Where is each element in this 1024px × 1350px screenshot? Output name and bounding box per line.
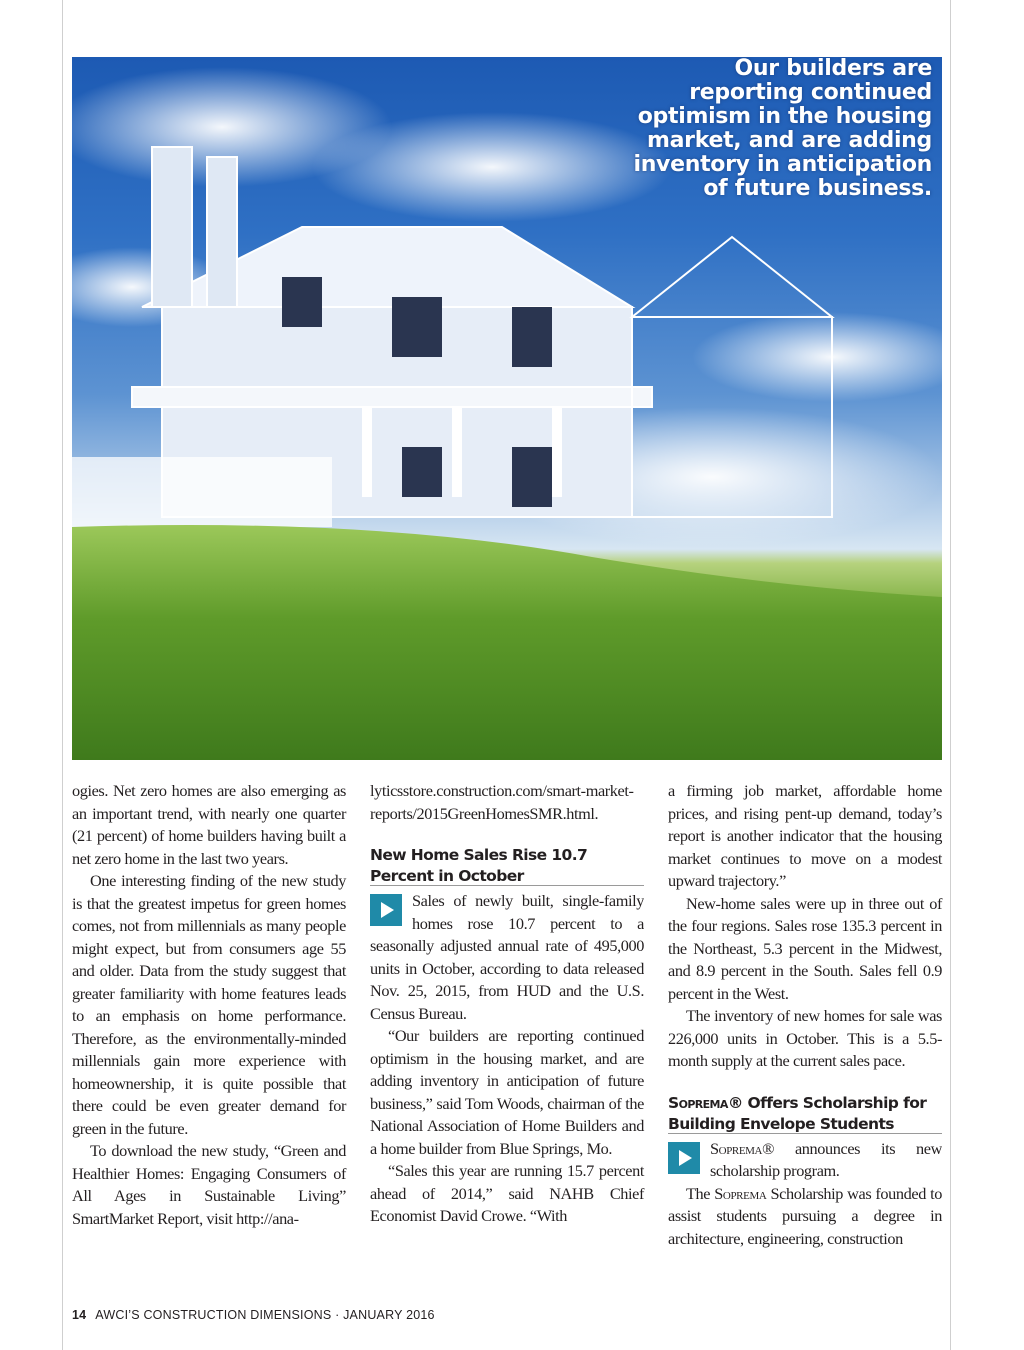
page-number: 14 — [72, 1308, 87, 1322]
text-column-2 — [370, 780, 644, 1228]
paragraph-text: announces its new scholarship program. — [710, 1138, 942, 1180]
lawn — [72, 525, 942, 760]
play-arrow-icon — [668, 1142, 700, 1174]
cloud — [312, 112, 672, 222]
paragraph: lyticsstore.construction.com/smart-market-reports/2015GreenHomesSMR.html. — [370, 781, 634, 823]
paragraph — [668, 1138, 942, 1183]
paragraph: a firming job market, affordable home prices, and rising pent-up demand, today’s report is another indicator that the housing market continues to move on a modest upward trajectory.” — [668, 781, 942, 890]
section-lead — [668, 1138, 942, 1183]
section-heading-new-home-sales: New Home Sales Rise 10.7 Percent in October — [370, 846, 588, 885]
text-column-1 — [72, 780, 346, 1230]
brand-name: Soprema — [714, 1183, 767, 1203]
heading-text: Offers Scholarship for Building Envelope Students — [668, 1093, 927, 1133]
paragraph: The inventory of new homes for sale was 226,000 units in October. This is a 5.5-month supply at the current sales pace. — [668, 1006, 942, 1070]
paragraph: One interesting finding of the new study is that the greatest impetus for green homes comes, not from millennials as many people might expect, but from consumers age 55 and older. Data from the study suggest that greater familiarity with home features leads to an emphasis on home performance. Therefore, as the environmentally-minded millennials gain more experience with homeownership, it is quite possible that there could be even greater demand for green in the future. — [72, 871, 346, 1138]
paragraph: To download the new study, “Green and Healthier Homes: Engaging Consumers of All Ages in Sustainable Living” SmartMarket Report, visit http://ana- — [72, 1141, 346, 1228]
play-arrow-icon — [370, 894, 402, 926]
page-margin-rule-right — [950, 0, 951, 1350]
pull-quote: Our builders are reporting continued optimism in the housing market, and are adding inventory in anticipation of future business. — [633, 57, 932, 201]
paragraph-text: The — [686, 1183, 715, 1203]
paragraph: ogies. Net zero homes are also emerging as an important trend, with nearly one quarter (21 percent) of home builders having built a net zero home in the last two years. — [72, 781, 346, 868]
paragraph — [668, 1183, 942, 1251]
section-lead — [370, 890, 644, 1025]
text-column-3 — [668, 780, 942, 1250]
hero-photo-house — [72, 57, 942, 760]
cloud — [692, 312, 942, 402]
paragraph: New-home sales were up in three out of the four regions. Sales rose 135.3 percent in the Northeast, 5.3 percent in the Midwest, and 8.9 percent in the South. Sales fell 0.9 percent in the West. — [668, 893, 942, 1003]
paragraph: “Sales this year are running 15.7 percent ahead of 2014,” said NAHB Chief Economist David Crowe. “With — [370, 1161, 644, 1225]
publication-line: AWCI’S CONSTRUCTION DIMENSIONS · JANUARY 2016 — [95, 1308, 435, 1322]
paragraph: “Our builders are reporting continued optimism in the housing market, and are adding inventory in anticipation of future business,” said Tom Woods, chairman of the National Association of Home Builders and a home builder from Blue Springs, Mo. — [370, 1026, 644, 1158]
paragraph-text: Scholarship was founded to assist students pursuing a degree in architecture, engineering, construction — [668, 1183, 942, 1248]
page-footer — [72, 1308, 435, 1322]
brand-name: Soprema® — [710, 1138, 775, 1158]
brand-name: Soprema® — [668, 1093, 743, 1112]
page-margin-rule-left — [62, 0, 63, 1350]
paragraph: Sales of newly built, single-family homes rose 10.7 percent to a seasonally adjusted annual rate of 495,000 units in October, according to data released Nov. 25, 2015, from HUD and the U.S. Census Bureau. — [370, 891, 644, 1023]
section-heading-soprema-scholarship — [668, 1093, 942, 1135]
